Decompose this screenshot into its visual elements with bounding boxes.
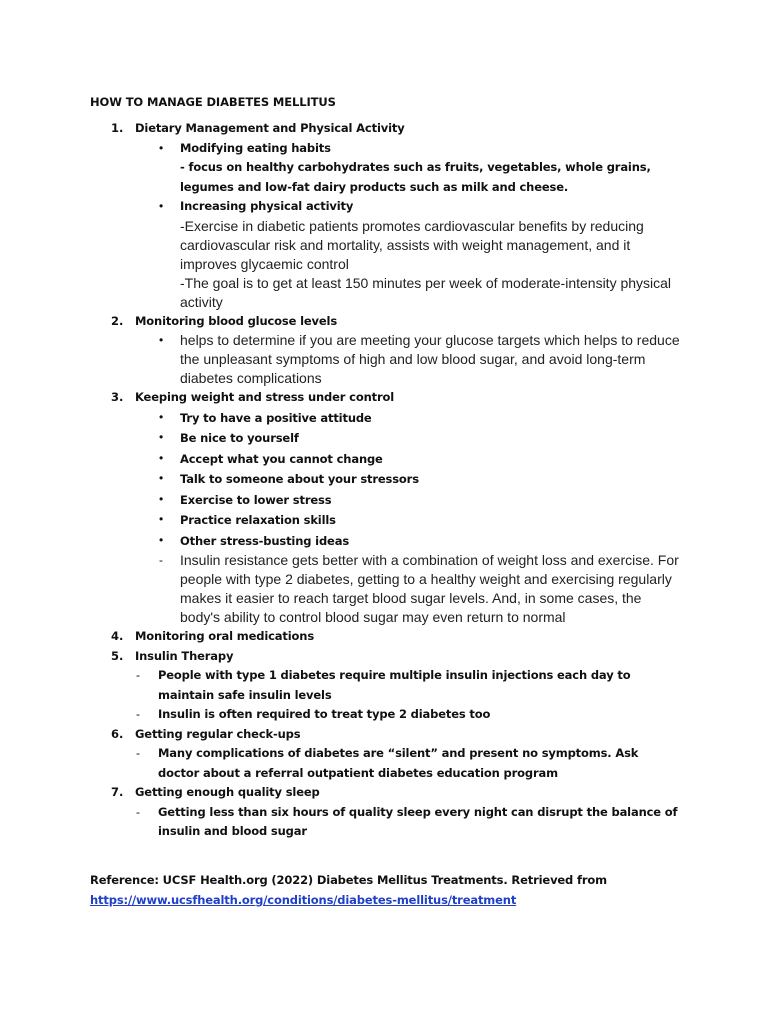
list-item bbox=[90, 705, 680, 725]
bullet-icon: • bbox=[159, 333, 164, 347]
bullet-text: -Exercise in diabetic patients promotes cardiovascular benefits by reducing cardiovascular risk and mortality, assists with weight management, and it improves glycaemic control bbox=[180, 217, 644, 272]
bullet-label: Be nice to yourself bbox=[180, 431, 299, 445]
bullet-icon: • bbox=[159, 450, 164, 465]
dash-icon: - bbox=[159, 553, 163, 567]
list-item bbox=[90, 408, 680, 429]
bullet-icon: • bbox=[159, 199, 164, 213]
list-number: 4. bbox=[111, 629, 124, 643]
list-item bbox=[90, 139, 680, 198]
dash-icon: - bbox=[136, 707, 140, 721]
list-item bbox=[90, 744, 680, 783]
bullet-icon: • bbox=[159, 409, 164, 424]
list-item bbox=[90, 551, 680, 627]
list-item bbox=[90, 531, 680, 552]
section-weight-stress bbox=[90, 388, 680, 627]
list-item bbox=[90, 197, 680, 312]
list-number: 7. bbox=[111, 785, 124, 799]
list-item bbox=[90, 803, 680, 842]
dash-icon: - bbox=[136, 668, 140, 682]
section-heading: Insulin Therapy bbox=[135, 648, 234, 663]
bullet-label: Exercise to lower stress bbox=[180, 492, 332, 507]
bullet-icon: • bbox=[159, 471, 164, 485]
bullet-label: Practice relaxation skills bbox=[180, 513, 336, 527]
bullet-list bbox=[90, 139, 680, 312]
bullet-list bbox=[90, 408, 680, 628]
section-heading: Getting enough quality sleep bbox=[135, 785, 320, 799]
bullet-icon: • bbox=[159, 491, 164, 506]
bullet-icon: • bbox=[159, 532, 164, 547]
bullet-icon: • bbox=[159, 140, 164, 155]
dash-text: People with type 1 diabetes require multiple insulin injections each day to maintain safe insulin levels bbox=[158, 668, 631, 702]
reference-link[interactable]: https://www.ucsfhealth.org/conditions/diabetes-mellitus/treatment bbox=[90, 893, 517, 907]
section-oral-medications bbox=[90, 627, 680, 647]
bullet-label: Talk to someone about your stressors bbox=[180, 472, 419, 486]
list-number: 3. bbox=[111, 390, 124, 404]
bullet-label: Other stress-busting ideas bbox=[180, 533, 350, 548]
list-item bbox=[90, 490, 680, 511]
list-item bbox=[90, 469, 680, 490]
bullet-label: Try to have a positive attitude bbox=[180, 410, 372, 425]
numbered-list bbox=[90, 119, 680, 842]
bullet-text: helps to determine if you are meeting your glucose targets which helps to reduce the unpleasant symptoms of high and low blood sugar, and avoid long-term diabetes complications bbox=[180, 332, 680, 386]
dash-text: Insulin resistance gets better with a combination of weight loss and exercise. For people with type 2 diabetes, getting to a healthy weight and exercising regularly makes it easier to reach target blood sugar levels. And, in some cases, the body's ability to control blood sugar may even return to normal bbox=[180, 552, 679, 625]
reference bbox=[90, 870, 690, 910]
list-number: 6. bbox=[111, 726, 124, 741]
bullet-text: - focus on healthy carbohydrates such as fruits, vegetables, whole grains, legumes and low-fat dairy products such as milk and cheese. bbox=[180, 160, 651, 194]
section-heading: Keeping weight and stress under control bbox=[135, 390, 395, 404]
section-heading: Getting regular check-ups bbox=[135, 726, 301, 741]
document-body bbox=[90, 92, 680, 842]
bullet-icon: • bbox=[159, 512, 164, 526]
bullet-list bbox=[90, 331, 680, 388]
dash-list bbox=[90, 666, 680, 725]
dash-text: Many complications of diabetes are “silent” and present no symptoms. Ask doctor about a referral outpatient diabetes education program bbox=[158, 746, 639, 780]
dash-list bbox=[90, 803, 680, 842]
list-item bbox=[90, 428, 680, 449]
section-dietary-management bbox=[90, 119, 680, 312]
dash-icon: - bbox=[136, 746, 140, 760]
list-item bbox=[90, 666, 680, 705]
list-item bbox=[90, 331, 680, 388]
dash-text: Getting less than six hours of quality sleep every night can disrupt the balance of insulin and blood sugar bbox=[158, 804, 678, 838]
section-monitoring-glucose bbox=[90, 312, 680, 389]
bullet-icon: • bbox=[159, 430, 164, 444]
list-number: 1. bbox=[111, 121, 124, 135]
dash-list bbox=[90, 744, 680, 783]
dash-text: Insulin is often required to treat type 2 diabetes too bbox=[158, 707, 491, 721]
dash-icon: - bbox=[136, 804, 140, 819]
bullet-label: Increasing physical activity bbox=[180, 199, 354, 213]
reference-text: Reference: UCSF Health.org (2022) Diabetes Mellitus Treatments. Retrieved from bbox=[90, 873, 607, 887]
list-item bbox=[90, 510, 680, 531]
list-number: 5. bbox=[111, 648, 124, 663]
section-heading: Monitoring oral medications bbox=[135, 629, 315, 643]
bullet-text: -The goal is to get at least 150 minutes per week of moderate-intensity physical activity bbox=[180, 274, 672, 310]
section-insulin-therapy bbox=[90, 647, 680, 725]
section-heading: Monitoring blood glucose levels bbox=[135, 313, 338, 328]
list-number: 2. bbox=[111, 313, 124, 328]
section-heading: Dietary Management and Physical Activity bbox=[135, 121, 405, 135]
section-check-ups bbox=[90, 725, 680, 784]
bullet-label: Accept what you cannot change bbox=[180, 451, 383, 466]
page-title: HOW TO MANAGE DIABETES MELLITUS bbox=[90, 95, 336, 109]
section-quality-sleep bbox=[90, 783, 680, 842]
list-item bbox=[90, 449, 680, 470]
bullet-label: Modifying eating habits bbox=[180, 140, 331, 155]
